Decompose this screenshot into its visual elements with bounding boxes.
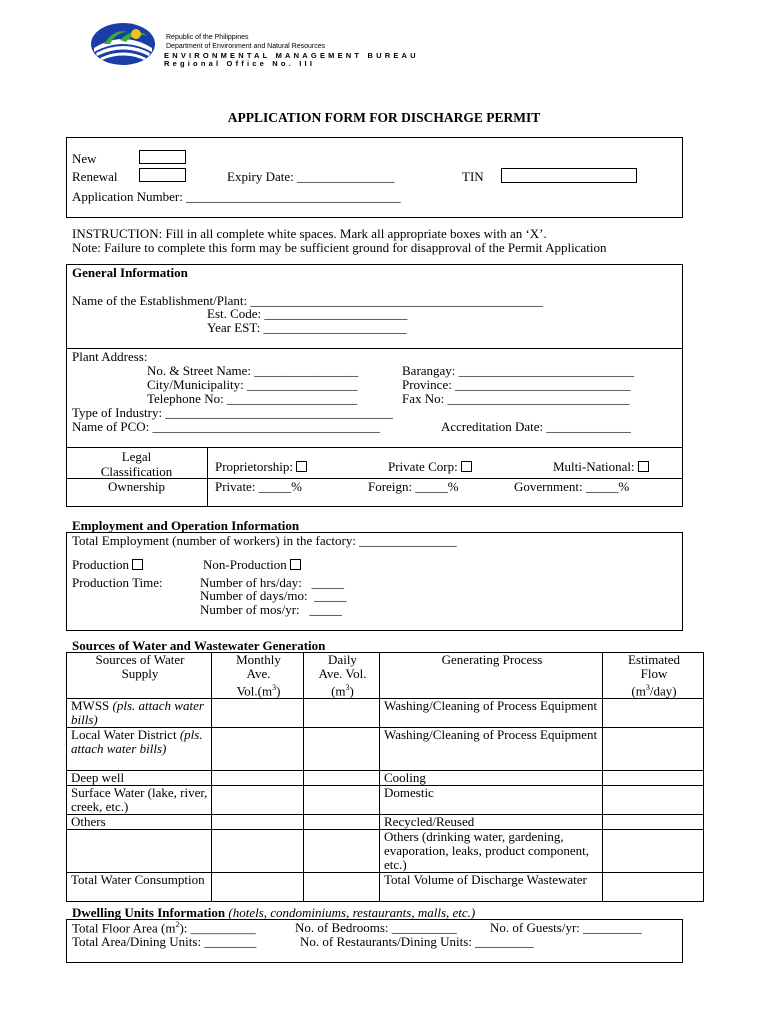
application-number-field[interactable]: Application Number: _________________________________ bbox=[72, 189, 401, 204]
est-code-field[interactable]: Est. Code: ______________________ bbox=[207, 306, 408, 321]
barangay-field[interactable]: Barangay: ___________________________ bbox=[402, 363, 635, 378]
new-label: New bbox=[72, 151, 97, 166]
col-header-source: Sources of Water Supply bbox=[67, 653, 212, 699]
new-checkbox[interactable] bbox=[139, 150, 186, 164]
dwelling-heading: Dwelling Units Information (hotels, condominiums, restaurants, malls, etc.) bbox=[72, 905, 476, 920]
multi-national-option[interactable]: Multi-National: bbox=[553, 459, 649, 475]
divider bbox=[66, 348, 683, 349]
input-cell[interactable] bbox=[304, 815, 380, 830]
dining-area-field[interactable]: Total Area/Dining Units: ________ bbox=[72, 934, 257, 949]
table-row bbox=[67, 728, 704, 771]
employment-heading: Employment and Operation Information bbox=[72, 518, 300, 533]
instruction-text: INSTRUCTION: Fill in all complete white spaces. Mark all appropriate boxes with an ‘X’. bbox=[72, 226, 547, 241]
input-cell[interactable] bbox=[212, 771, 304, 786]
city-field[interactable]: City/Municipality: _________________ bbox=[147, 377, 358, 392]
page-title: APPLICATION FORM FOR DISCHARGE PERMIT bbox=[227, 110, 541, 125]
total-employment-field[interactable]: Total Employment (number of workers) in the factory: _______________ bbox=[72, 533, 457, 548]
source-cell: Local Water District (pls. attach water bills) bbox=[67, 728, 212, 771]
source-cell: Surface Water (lake, river, creek, etc.) bbox=[67, 786, 212, 815]
classification-label: Classification bbox=[100, 464, 173, 479]
guests-field[interactable]: No. of Guests/yr: _________ bbox=[490, 920, 642, 935]
table-row bbox=[67, 786, 704, 815]
col-header-flow: Estimated Flow $(m^3/day)$ bbox=[603, 653, 704, 699]
divider bbox=[207, 447, 208, 507]
col-header-monthly: Monthly Ave. $Vol.(m^3)$ bbox=[212, 653, 304, 699]
col-header-process: Generating Process bbox=[380, 653, 603, 699]
ownership-label: Ownership bbox=[107, 479, 166, 494]
industry-field[interactable]: Type of Industry: ___________________________________ bbox=[72, 405, 393, 420]
water-sources-table bbox=[66, 652, 704, 902]
input-cell[interactable] bbox=[212, 873, 304, 902]
header-bureau: ENVIRONMENTAL MANAGEMENT BUREAU bbox=[164, 51, 419, 60]
input-cell[interactable] bbox=[304, 728, 380, 771]
header-republic: Republic of the Philippines bbox=[166, 34, 249, 41]
input-cell[interactable] bbox=[603, 830, 704, 873]
renewal-checkbox[interactable] bbox=[139, 168, 186, 182]
process-cell: Recycled/Reused bbox=[380, 815, 603, 830]
tin-label: TIN bbox=[462, 169, 484, 184]
accreditation-field[interactable]: Accreditation Date: _____________ bbox=[441, 419, 631, 434]
street-field[interactable]: No. & Street Name: ________________ bbox=[147, 363, 359, 378]
input-cell[interactable] bbox=[603, 771, 704, 786]
header-department: Department of Environment and Natural Resources bbox=[166, 43, 326, 50]
input-cell[interactable] bbox=[603, 728, 704, 771]
water-heading: Sources of Water and Wastewater Generation bbox=[72, 638, 326, 653]
source-cell: Others bbox=[67, 815, 212, 830]
year-est-field[interactable]: Year EST: ______________________ bbox=[207, 320, 407, 335]
input-cell[interactable] bbox=[603, 873, 704, 902]
foreign-pct-field[interactable]: Foreign: _____% bbox=[368, 479, 459, 494]
general-info-heading: General Information bbox=[72, 265, 188, 280]
renewal-label: Renewal bbox=[72, 169, 118, 184]
table-row bbox=[67, 815, 704, 830]
col-header-daily: Daily Ave. Vol. $(m^3)$ bbox=[304, 653, 380, 699]
expiry-date-field[interactable]: Expiry Date: _______________ bbox=[227, 169, 395, 184]
restaurants-field[interactable]: No. of Restaurants/Dining Units: _________ bbox=[300, 934, 534, 949]
telephone-field[interactable]: Telephone No: ____________________ bbox=[147, 391, 357, 406]
input-cell[interactable] bbox=[603, 815, 704, 830]
source-cell: MWSS (pls. attach water bills) bbox=[67, 699, 212, 728]
process-cell: Washing/Cleaning of Process Equipment bbox=[380, 699, 603, 728]
private-corp-option[interactable]: Private Corp: bbox=[388, 459, 472, 475]
multi-national-checkbox[interactable] bbox=[638, 461, 649, 472]
source-cell bbox=[67, 830, 212, 873]
process-cell: Washing/Cleaning of Process Equipment bbox=[380, 728, 603, 771]
input-cell[interactable] bbox=[304, 699, 380, 728]
input-cell[interactable] bbox=[212, 699, 304, 728]
floor-area-field[interactable]: Total Floor Area $(m^2)$: __________ bbox=[72, 920, 256, 936]
denr-logo bbox=[90, 22, 156, 66]
process-cell: Domestic bbox=[380, 786, 603, 815]
input-cell[interactable] bbox=[304, 786, 380, 815]
province-field[interactable]: Province: ___________________________ bbox=[402, 377, 631, 392]
production-time-label: Production Time: bbox=[72, 575, 163, 590]
input-cell[interactable] bbox=[212, 728, 304, 771]
table-row bbox=[67, 771, 704, 786]
pco-field[interactable]: Name of PCO: ___________________________________ bbox=[72, 419, 381, 434]
production-checkbox[interactable] bbox=[132, 559, 143, 570]
legal-label: Legal bbox=[121, 449, 152, 464]
proprietorship-option[interactable]: Proprietorship: bbox=[215, 459, 307, 475]
private-corp-checkbox[interactable] bbox=[461, 461, 472, 472]
table-row bbox=[67, 873, 704, 902]
private-pct-field[interactable]: Private: _____% bbox=[215, 479, 303, 494]
table-row bbox=[67, 699, 704, 728]
table-header-row bbox=[67, 653, 704, 699]
divider bbox=[66, 447, 683, 448]
days-per-month-field[interactable]: Number of days/mo: _____ bbox=[200, 588, 347, 603]
table-row bbox=[67, 830, 704, 873]
months-per-year-field[interactable]: Number of mos/yr: _____ bbox=[200, 602, 342, 617]
input-cell[interactable] bbox=[304, 873, 380, 902]
government-pct-field[interactable]: Government: _____% bbox=[514, 479, 630, 494]
proprietorship-checkbox[interactable] bbox=[296, 461, 307, 472]
bedrooms-field[interactable]: No. of Bedrooms: __________ bbox=[295, 920, 457, 935]
input-cell[interactable] bbox=[212, 815, 304, 830]
input-cell[interactable] bbox=[304, 830, 380, 873]
input-cell[interactable] bbox=[603, 699, 704, 728]
hrs-per-day-field[interactable]: Number of hrs/day: _____ bbox=[200, 575, 345, 590]
production-option[interactable]: Production bbox=[72, 557, 143, 573]
input-cell[interactable] bbox=[212, 786, 304, 815]
source-cell: Deep well bbox=[67, 771, 212, 786]
source-cell: Total Water Consumption bbox=[67, 873, 212, 902]
tin-input[interactable] bbox=[501, 168, 637, 183]
note-text: Note: Failure to complete this form may be sufficient ground for disapproval of the Permit Application bbox=[72, 240, 607, 255]
input-cell[interactable] bbox=[603, 786, 704, 815]
non-production-option[interactable]: Non-Production bbox=[203, 557, 301, 573]
non-production-checkbox[interactable] bbox=[290, 559, 301, 570]
header-office: Regional Office No. III bbox=[164, 59, 316, 68]
process-cell: Others (drinking water, gardening, evaporation, leaks, product component, etc.) bbox=[380, 830, 603, 873]
fax-field[interactable]: Fax No: ____________________________ bbox=[402, 391, 630, 406]
plant-address-label: Plant Address: bbox=[72, 349, 148, 364]
establishment-name-field[interactable]: Name of the Establishment/Plant: _____________________________________________ bbox=[72, 293, 543, 308]
input-cell[interactable] bbox=[212, 830, 304, 873]
process-cell: Total Volume of Discharge Wastewater bbox=[380, 873, 603, 902]
input-cell[interactable] bbox=[304, 771, 380, 786]
process-cell: Cooling bbox=[380, 771, 603, 786]
